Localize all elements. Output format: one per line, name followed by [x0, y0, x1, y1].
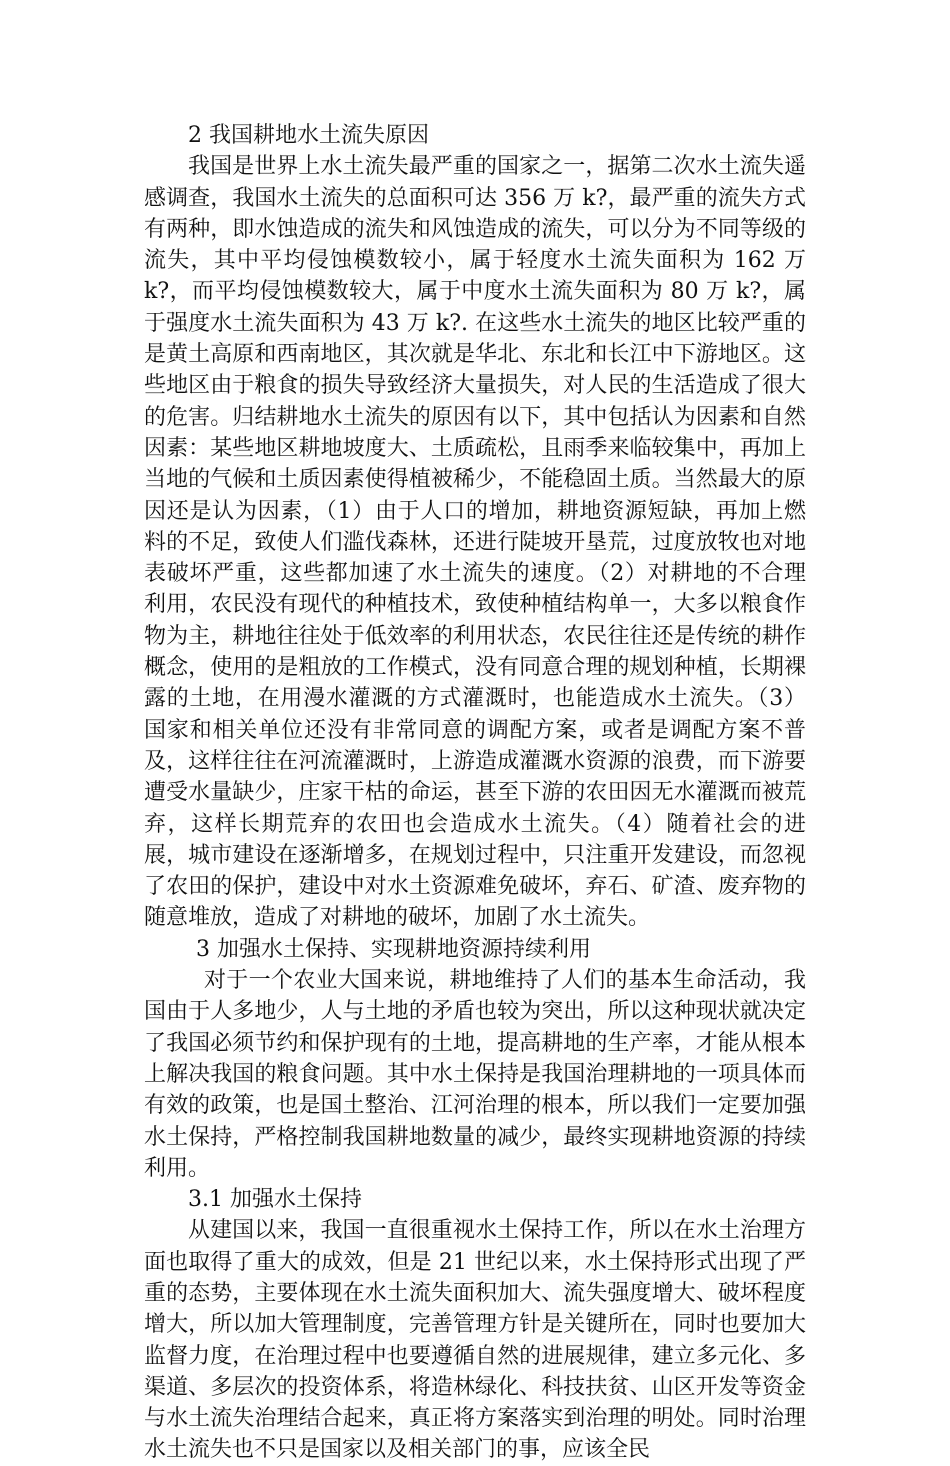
section-3-1-heading: 3.1 加强水土保持 — [188, 1187, 362, 1213]
section-3-heading: 3 加强水土保持、实现耕地资源持续利用 — [196, 936, 591, 962]
section-2-heading: 2 我国耕地水土流失原因 — [188, 123, 429, 148]
section-2-paragraph: 我国是世界上水土流失最严重的国家之一，据第二次水土流失遥感调查，我国水土流失的总面积可达 356 万 k?，最严重的流失方式有两种，即水蚀造成的流失和风蚀造成的流失，可以分为不同等级的流失，其中平均侵蚀模数较小，属于轻度水土流失面积为 162 万 k?，而平均侵蚀模数较大，属于中度水土流失面积为 80 万 k?，属于强度水土流失面积为 43 万 k?. 在这些水土流失的地区比较严重的是黄土高原和西南地区，其次就是华北、东北和长江中下游地区。这些地区由于粮食的损失导致经济大量损失，对人民的生活造成了很大的危害。归结耕地水土流失的原因有以下，其中包括认为因素和自然因素：某些地区耕地坡度大、土质疏松，且雨季来临较集中，再加上当地的气候和土质因素使得植被稀少，不能稳固土质。当然最大的原因还是认为因素，（1）由于人口的增加，耕地资源短缺，再加上燃料的不足，致使人们滥伐森林，还进行陡坡开垦荒，过度放牧也对地表破坏严重，这些都加速了水土流失的速度。（2）对耕地的不合理利用，农民没有现代的种植技术，致使种植结构单一，大多以粮食作物为主，耕地往往处于低效率的利用状态，农民往往还是传统的耕作概念，使用的是粗放的工作模式，没有同意合理的规划种植，长期裸露的土地，在用漫水灌溉的方式灌溉时，也能造成水土流失。（3）国家和相关单位还没有非常同意的调配方案，或者是调配方案不普及，这样往往在河流灌溉时，上游造成灌溉水资源的浪费，而下游要遭受水量缺少，庄家干枯的命运，甚至下游的农田因无水灌溉而被荒弃，这样长期荒弃的农田也会造成水土流失。（4）随着社会的进展，城市建设在逐渐增多，在规划过程中，只注重开发建设，而忽视了农田的保护，建设中对水土资源难免破坏，弃石、矿渣、废弃物的随意堆放，造成了对耕地的破坏，加剧了水土流失。 — [144, 154, 806, 931]
section-3-paragraph: 对于一个农业大国来说，耕地维持了人们的基本生命活动，我国由于人多地少，人与土地的矛盾也较为突出，所以这种现状就决定了我国必须节约和保护现有的土地，提高耕地的生产率，才能从根本上解决我国的粮食问题。其中水土保持是我国治理耕地的一项具体而有效的政策，也是国土整治、江河治理的根本，所以我们一定要加强水土保持，严格控制我国耕地数量的减少，最终实现耕地资源的持续利用。 — [144, 968, 806, 1181]
document-page — [144, 120, 806, 1466]
section-3-1-paragraph: 从建国以来，我国一直很重视水土保持工作，所以在水土治理方面也取得了重大的成效，但是 21 世纪以来，水土保持形式出现了严重的态势，主要体现在水土流失面积加大、流失强度增大、破坏程度增大，所以加大管理制度，完善管理方针是关键所在，同时也要加大监督力度，在治理过程中也要遵循自然的进展规律，建立多元化、多渠道、多层次的投资体系，将造林绿化、科技扶贫、山区开发等资金与水土流失治理结合起来，真正将方案落实到治理的明处。同时治理水土流失也不只是国家以及相关部门的事，应该全民 — [144, 1218, 806, 1463]
